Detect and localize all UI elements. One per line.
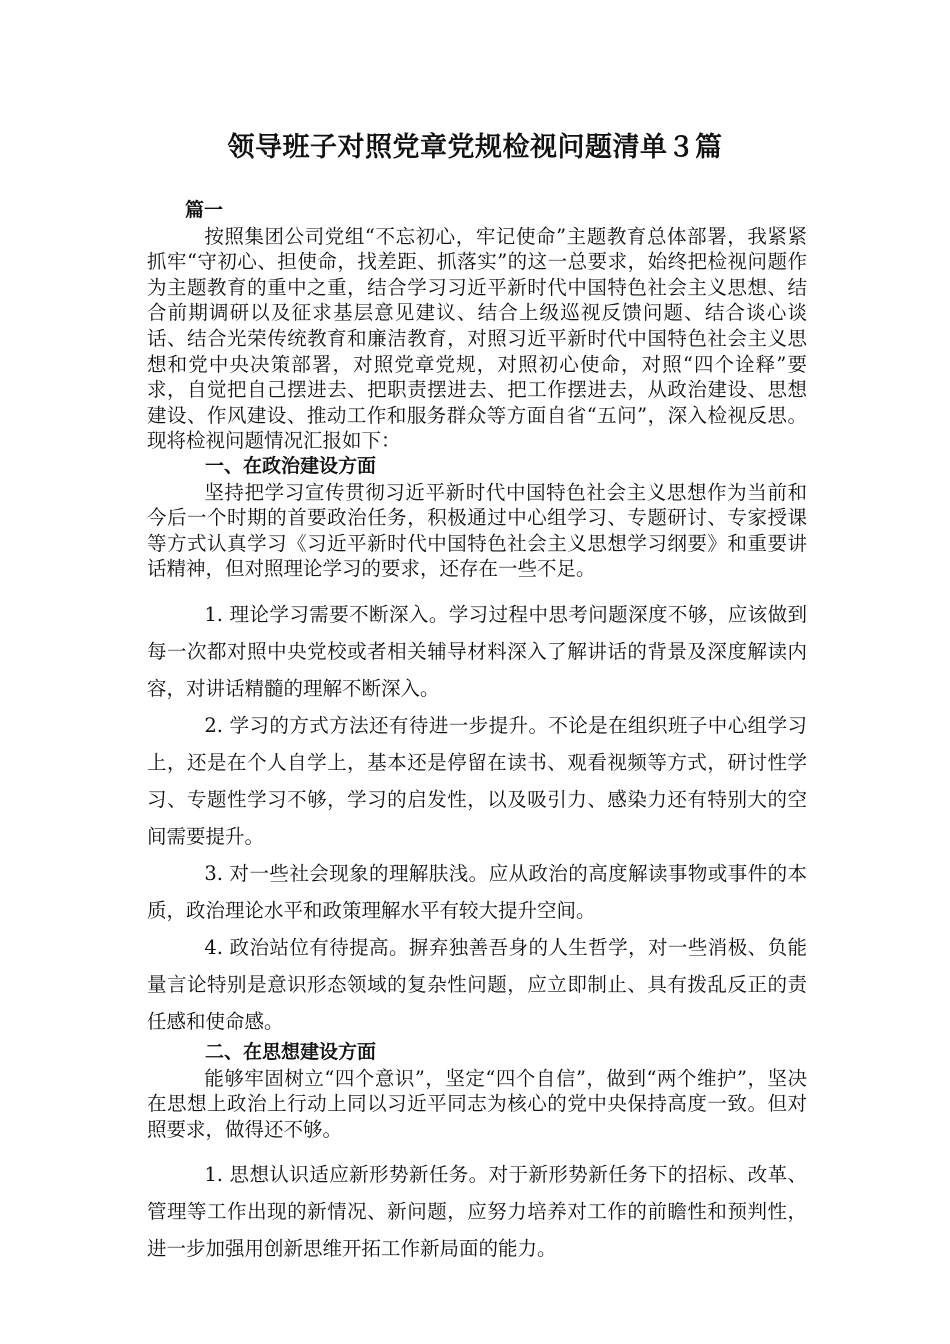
section-intro: 坚持把学习宣传贯彻习近平新时代中国特色社会主义思想作为当前和今后一个时期的首要政治任务，积极通过中心组学习、专题研讨、专家授课等方式认真学习《习近平新时代中国特色社会主义思想学习纲要》和重要讲话精神，但对照理论学习的要求，还存在一些不足。 — [147, 480, 807, 581]
list-item: 4. 政治站位有待提高。摒弃独善吾身的人生哲学，对一些消极、负能量言论特别是意识形态领域的复杂性问题，应立即制止、具有拨乱反正的责任感和使命感。 — [147, 935, 807, 1033]
part-label: 篇一 — [185, 199, 224, 221]
list-item: 2. 学习的方式方法还有待进一步提升。不论是在组织班子中心组学习上，还是在个人自学上，基本还是停留在读书、观看视频等方式，研讨性学习、专题性学习不够，学习的启发性，以及吸引力、感染力还有特别大的空间需要提升。 — [147, 713, 807, 848]
section-heading: 一、在政治建设方面 — [205, 454, 377, 477]
list-item: 1. 理论学习需要不断深入。学习过程中思考问题深度不够，应该做到每一次都对照中央党校或者相关辅导材料深入了解讲话的背景及深度解读内容，对讲话精髓的理解不断深入。 — [147, 602, 807, 700]
section-intro: 能够牢固树立“四个意识”，坚定“四个自信”，做到“两个维护”，坚决在思想上政治上行动上同以习近平同志为核心的党中央保持高度一致。但对照要求，做得还不够。 — [147, 1066, 807, 1141]
document-body — [147, 198, 807, 1267]
intro-paragraph: 按照集团公司党组“不忘初心，牢记使命”主题教育总体部署，我紧紧抓牢“守初心、担使命，找差距、抓落实”的这一总要求，始终把检视问题作为主题教育的重中之重，结合学习习近平新时代中国特色社会主义思想、结合前期调研以及征求基层意见建议、结合上级巡视反馈问题、结合谈心谈话、结合光荣传统教育和廉洁教育，对照习近平新时代中国特色社会主义思想和党中央决策部署，对照党章党规，对照初心使命，对照“四个诠释”要求，自觉把自己摆进去、把职责摆进去、把工作摆进去，从政治建设、思想建设、作风建设、推动工作和服务群众等方面自省“五问”，深入检视反思。现将检视问题情况汇报如下： — [147, 224, 807, 453]
document-title: 领导班子对照党章党规检视问题清单３篇 — [227, 132, 723, 163]
section-heading: 二、在思想建设方面 — [205, 1040, 377, 1063]
list-item: 1. 思想认识适应新形势新任务。对于新形势新任务下的招标、改革、管理等工作出现的新情况、新问题，应努力培养对工作的前瞻性和预判性，进一步加强用创新思维开拓工作新局面的能力。 — [147, 1163, 807, 1261]
list-item: 3. 对一些社会现象的理解肤浅。应从政治的高度解读事物或事件的本质，政治理论水平和政策理解水平有较大提升空间。 — [147, 861, 807, 922]
